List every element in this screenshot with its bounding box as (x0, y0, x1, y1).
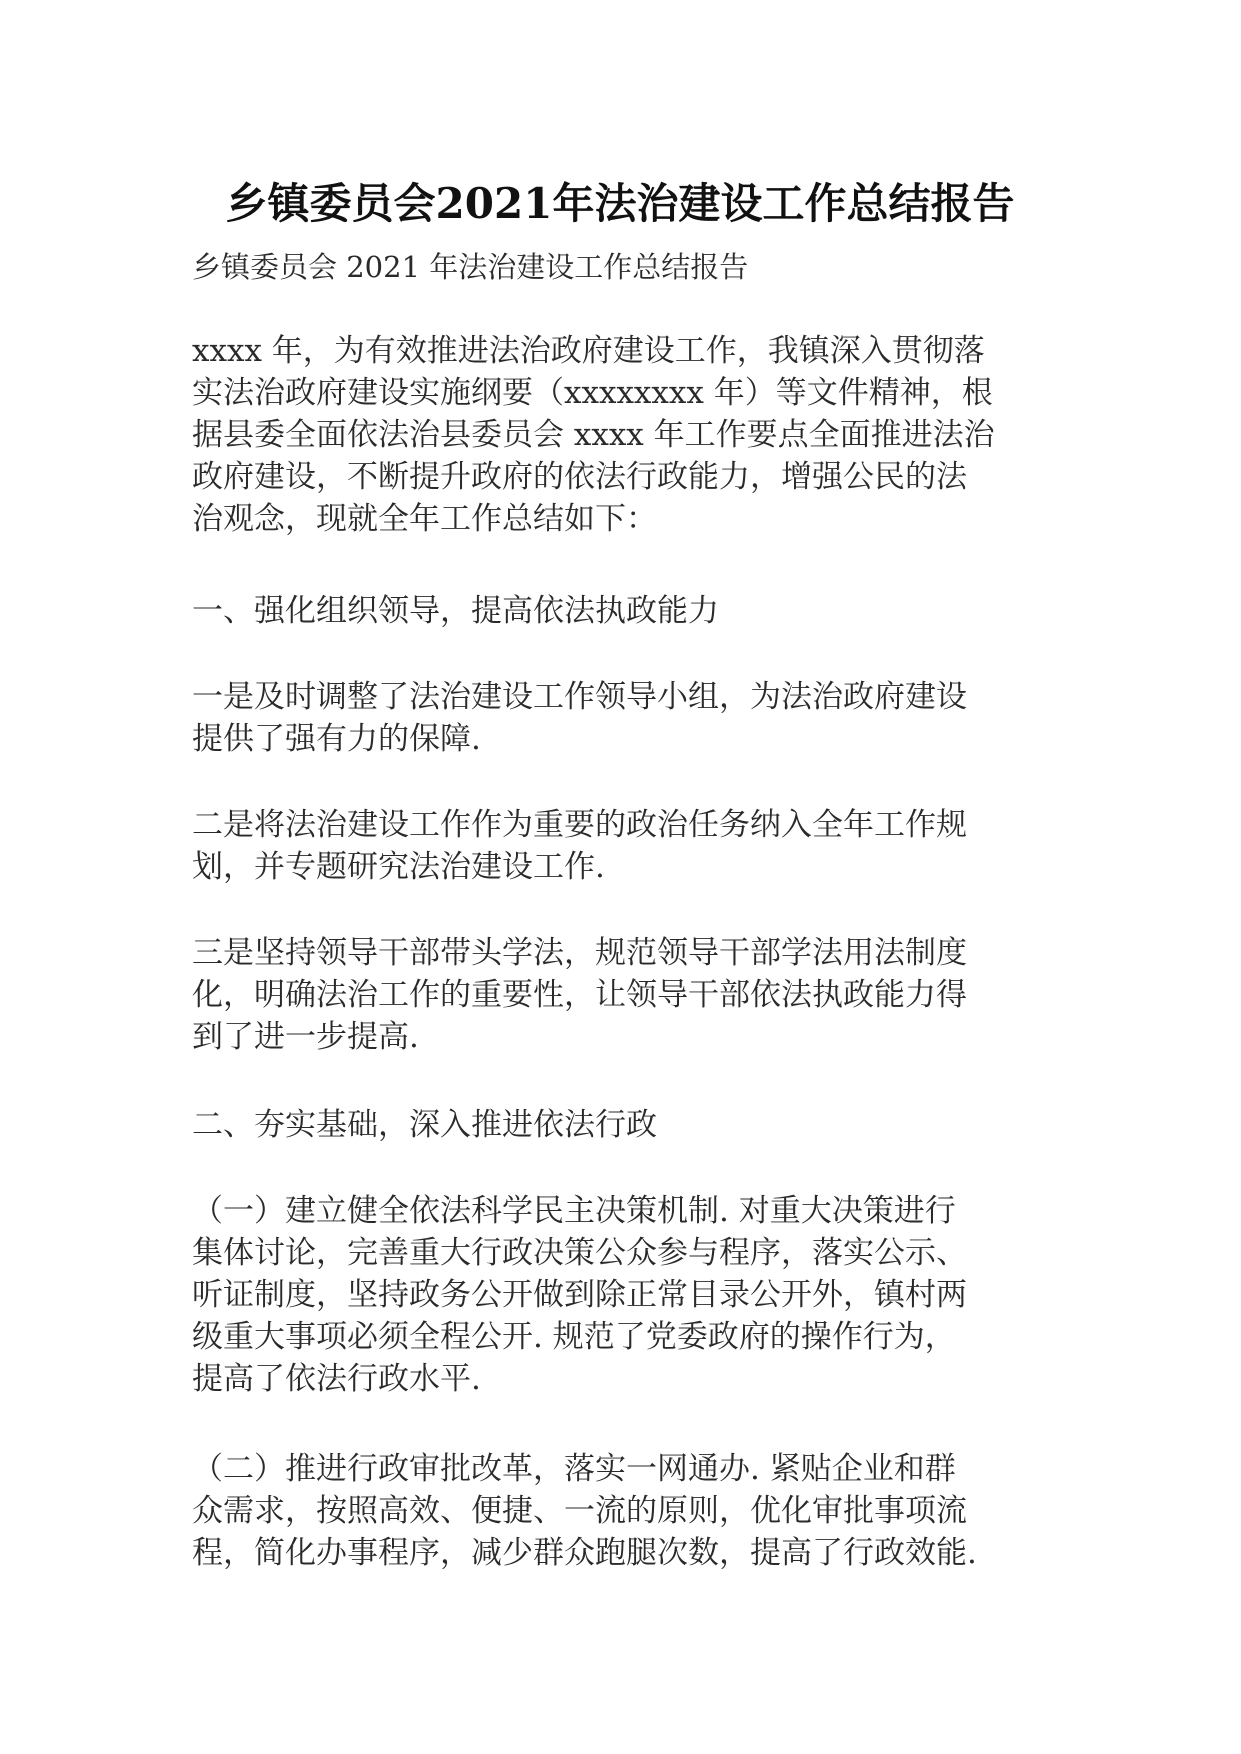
subsection-line: 集体讨论，完善重大行政决策公众参与程序，落实公示、 (192, 1235, 967, 1271)
subsection-line: 级重大事项必须全程公开. 规范了党委政府的操作行为， (192, 1319, 956, 1355)
item-paragraph-2 (192, 804, 1052, 888)
subsection-line: 众需求，按照高效、便捷、一流的原则，优化审批事项流 (192, 1493, 967, 1529)
subsection-paragraph-2 (192, 1448, 1052, 1574)
item-paragraph-1 (192, 676, 1052, 760)
item-line: 化，明确法治工作的重要性，让领导干部依法执政能力得 (192, 977, 967, 1013)
section-heading-text: 一、强化组织领导，提高依法执政能力 (192, 593, 719, 629)
intro-line: 政府建设，不断提升政府的依法行政能力，增强公民的法 (192, 459, 967, 495)
document-subtitle: 乡镇委员会 2021 年法治建设工作总结报告 (192, 250, 749, 284)
subsection-line: （一）建立健全依法科学民主决策机制. 对重大决策进行 (192, 1193, 956, 1229)
document-title: 乡镇委员会2021年法治建设工作总结报告 (225, 179, 1015, 228)
subsection-line: 听证制度，坚持政务公开做到除正常目录公开外，镇村两 (192, 1277, 967, 1313)
item-line: 二是将法治建设工作作为重要的政治任务纳入全年工作规 (192, 807, 967, 843)
item-line: 提供了强有力的保障. (192, 721, 481, 757)
intro-line: xxxx 年，为有效推进法治政府建设工作，我镇深入贯彻落 (192, 333, 985, 369)
intro-paragraph (192, 330, 1052, 540)
intro-line: 治观念，现就全年工作总结如下： (192, 501, 657, 537)
item-line: 一是及时调整了法治建设工作领导小组，为法治政府建设 (192, 679, 967, 715)
subsection-line: （二）推进行政审批改革，落实一网通办. 紧贴企业和群 (192, 1451, 956, 1487)
section-heading-text: 二、夯实基础，深入推进依法行政 (192, 1107, 657, 1143)
section-heading-2 (192, 1104, 1052, 1146)
subsection-paragraph-1 (192, 1190, 1052, 1400)
item-paragraph-3 (192, 932, 1052, 1058)
item-line: 划，并专题研究法治建设工作. (192, 849, 605, 885)
intro-line: 实法治政府建设实施纲要（xxxxxxxx 年）等文件精神，根 (192, 375, 993, 411)
section-heading-1 (192, 590, 1052, 632)
intro-line: 据县委全面依法治县委员会 xxxx 年工作要点全面推进法治 (192, 417, 995, 453)
item-line: 三是坚持领导干部带头学法，规范领导干部学法用法制度 (192, 935, 967, 971)
item-line: 到了进一步提高. (192, 1019, 419, 1055)
subsection-line: 提高了依法行政水平. (192, 1361, 481, 1397)
subsection-line: 程，简化办事程序，减少群众跑腿次数，提高了行政效能. (192, 1535, 977, 1571)
